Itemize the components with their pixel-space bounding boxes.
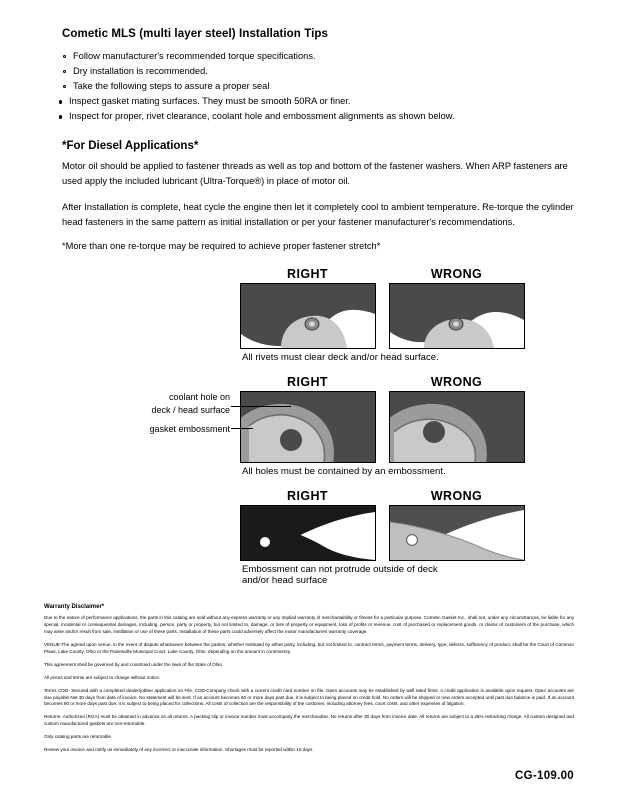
warranty-paragraph: VENUE-The agreed upon venue, in the event of dispute whatsoever between the parties, whether instituted by either party, including, but not limited to, contract terms, payment terms, delivery, type, defects, sufficiency of product, shall be the Court of Common Pleas, Lake County, Ohio or the Painesville Municipal Court, Lake County, Ohio, depending on the amount in controversy. (44, 642, 574, 654)
figure-caption-rivets: All rivets must clear deck and/or head surface. (242, 352, 439, 364)
callout-embossment-text: gasket embossment (149, 424, 230, 435)
figure-group-holes (149, 375, 522, 478)
tips-list (62, 49, 574, 94)
tips-sublist (44, 94, 574, 124)
warranty-paragraph: Terms COD- Secured with a completed dealer/jobber application on File, COD-Company check with a current credit card number on file. Open accounts may be established by well rated firms. A credit application is available upon request. Open accounts are due payable Net 30 days from date of invoice. No statement will be sent. If an account becomes 60 or more days past due, it is subject to being placed on credit hold. No orders will be shipped or new orders accepted until past due balance is paid. If an account becomes 90 or more days past due, it is subject to being placed for collections. All costs of collection are the responsibility of the customer, including attorney fees, court costs, and other expenses of litigation. (44, 687, 574, 707)
figure-label-right: RIGHT (287, 489, 328, 504)
figure-image (240, 505, 376, 561)
figure-label-right: RIGHT (287, 375, 328, 390)
figure-image (389, 283, 525, 349)
figure-caption-line1: Embossment can not protrude outside of deck (242, 564, 438, 576)
rivet-right-illustration (241, 284, 375, 348)
list-item: Dry installation is recommended. (62, 64, 574, 79)
diesel-paragraph-2: After Installation is complete, heat cycle the engine then let it completely cool to ambient temperature. Re-torque the cylinder head fasteners in the same pattern as initial installation or per your fastener manufacturer's recommendations. (62, 202, 574, 228)
warranty-title: Warranty Disclaimer* (44, 604, 105, 611)
figure-image (389, 505, 525, 561)
warranty-paragraph: All prices and terms are subject to change without notice. (44, 674, 161, 680)
callout-leader-line (231, 428, 253, 429)
warranty-paragraph: Due to the nature of performance applications, the parts in this catalog are sold without any express warranty or any implied warranty of merchantability or fitness for a particular purpose. Cometic Gasket Inc., shall not, under any circumstances, be liable for any special, incidental or consequential damages, including, person, party or property, but not limited to, damage, or loss of property or equipment, loss of profits or revenue, cost of purchased or replacement goods, or claims of customers of the purchase, which may arise and/or result from sale, instillation or use of these parts. Installation of these parts could adversely affect the motor manufacturers warranty coverage. (44, 615, 574, 635)
figure-caption-protrusion (242, 564, 522, 586)
list-item: Inspect for proper, rivet clearance, coolant hole and embossment alignments as shown below. (57, 109, 574, 124)
warranty-paragraph: This agreement shall be governed by and construed under the laws of the State of Ohio. (44, 661, 224, 667)
protrusion-right-illustration (241, 506, 375, 560)
figure-caption-holes: All holes must be contained by an embossment. (242, 466, 446, 478)
figure-rivet-right (240, 267, 376, 349)
figure-rivet-wrong (389, 267, 525, 349)
figure-group-rivets (242, 267, 522, 363)
warranty-paragraph: Returns- Authorized (RGA) must be obtained in advance on all returns. A packing slip or invoice number must accompany the merchandise. No returns after 30 days from invoice date. All returns are subject to a 25% restocking charge. All custom designed and custom manufactured gaskets are non-returnable. (44, 714, 574, 727)
rivet-wrong-illustration (390, 284, 524, 348)
list-item: Take the following steps to assure a proper seal (62, 79, 574, 94)
protrusion-wrong-illustration (390, 506, 524, 560)
figure-protrusion-wrong (389, 489, 525, 561)
figure-image (240, 283, 376, 349)
figure-label-wrong: WRONG (430, 375, 483, 390)
callout-leader-line (231, 406, 291, 407)
figure-group-protrusion (242, 489, 522, 586)
warranty-paragraph: Review your invoice and notify us immediately of any incorrect or inaccurate information. Shortages must be reported within 10 days. (44, 747, 314, 752)
list-item: Follow manufacturer's recommended torque specifications. (62, 49, 574, 64)
warranty-paragraph: Only catalog parts are returnable. (44, 734, 113, 740)
figure-label-wrong: WRONG (430, 267, 483, 282)
callout-coolant-hole (122, 391, 230, 415)
hole-wrong-illustration (390, 392, 524, 462)
figure-hole-wrong (389, 375, 525, 463)
diesel-paragraph-1: Motor oil should be applied to fastener threads as well as top and bottom of the fastener washers. When ARP fasteners are used apply the included lubricant (Ultra-Torque®) in place of motor oil. (62, 161, 568, 187)
figure-image (240, 391, 376, 463)
figure-label-wrong: WRONG (430, 489, 483, 504)
callout-gasket-embossment (122, 423, 230, 435)
part-number: CG-109.00 (515, 770, 574, 782)
page-title: Cometic MLS (multi layer steel) Installation Tips (62, 28, 329, 40)
hole-right-illustration (241, 392, 375, 462)
figure-label-right: RIGHT (287, 267, 328, 282)
warranty-section (44, 604, 574, 753)
list-item: Inspect gasket mating surfaces. They must be smooth 50RA or finer. (57, 94, 574, 109)
diesel-heading: *For Diesel Applications* (62, 140, 199, 153)
callout-coolant-line2: deck / head surface (151, 404, 230, 415)
figure-caption-line2: and/or head surface (242, 575, 328, 587)
figure-hole-right (240, 375, 376, 463)
callout-coolant-line1: coolant hole on (168, 392, 230, 403)
figure-image (389, 391, 525, 463)
figure-protrusion-right (240, 489, 376, 561)
retorque-note: *More than one re-torque may be required to achieve proper fastener stretch* (62, 241, 381, 252)
